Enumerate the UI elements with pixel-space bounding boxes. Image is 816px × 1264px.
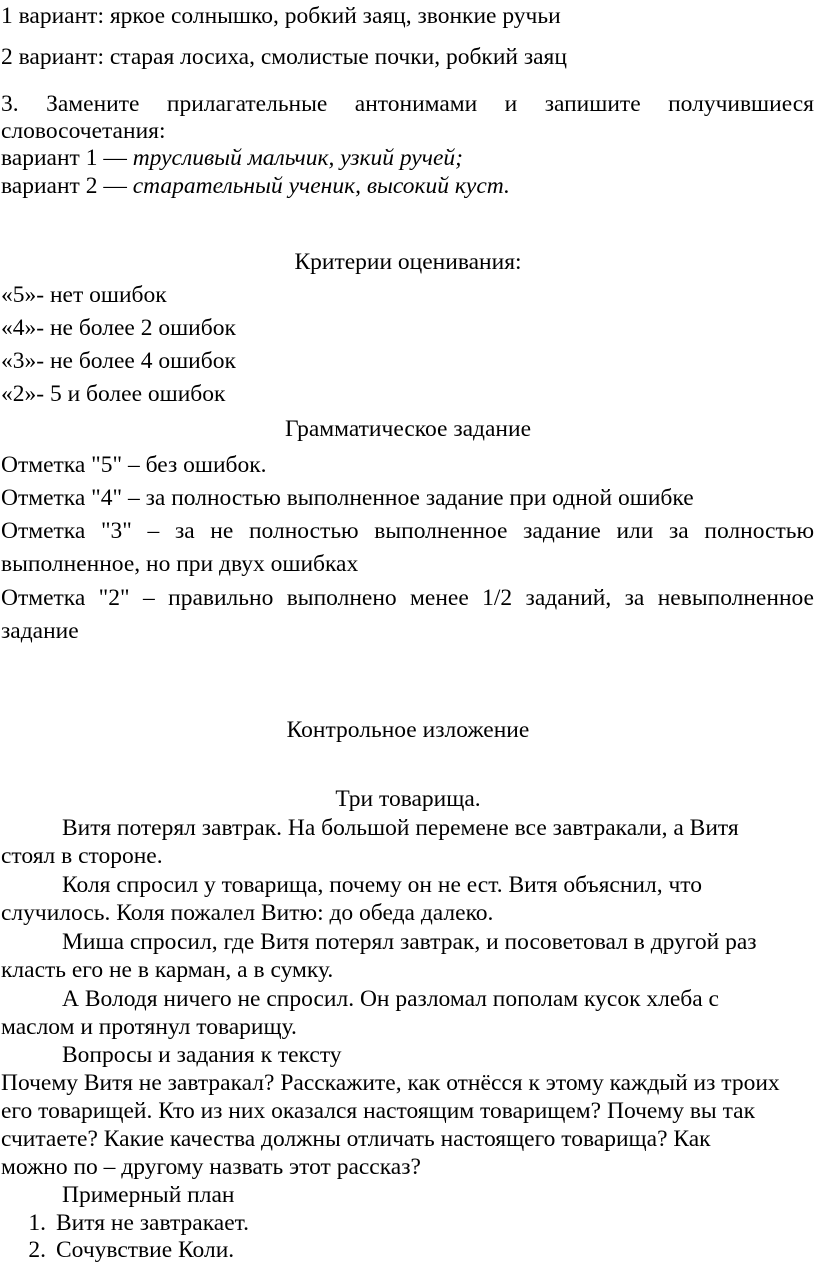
story-paragraph: Коля спросил у товарища, почему он не ест. Витя объяснил, что xyxy=(62,872,703,898)
story-paragraph-cont: случилось. Коля пожалел Витю: до обеда далеко. xyxy=(1,900,494,926)
exercise-3-variant-1 xyxy=(1,144,814,172)
grammar-mark-2: Отметка "2" – правильно выполнено менее 1/2 заданий, за невыполненное xyxy=(1,585,814,611)
criteria-item: «5»- нет ошибок xyxy=(1,282,167,308)
variant-answer: старательный ученик, высокий куст. xyxy=(132,173,510,199)
plan-title: Примерный план xyxy=(62,1182,235,1208)
story-paragraph: Миша спросил, где Витя потерял завтрак, и посоветовал в другой раз xyxy=(62,929,757,955)
variant-label: вариант 2 — xyxy=(1,173,133,199)
criteria-item: «3»- не более 4 ошибок xyxy=(1,348,236,374)
grammar-mark-2-cont: задание xyxy=(1,618,79,644)
grammar-title: Грамматическое задание xyxy=(284,416,532,442)
exercise-3-instruction-cont: словосочетания: xyxy=(1,118,166,144)
criteria-item: «4»- не более 2 ошибок xyxy=(1,315,236,341)
dictation-heading: Контрольное изложение xyxy=(286,717,530,743)
exercise-variant-1: 1 вариант: яркое солнышко, робкий заяц, звонкие ручьи xyxy=(1,3,561,29)
grammar-mark-4: Отметка "4" – за полностью выполненное задание при одной ошибке xyxy=(1,485,694,511)
plan-item xyxy=(10,1209,814,1237)
criteria-title: Критерии оценивания: xyxy=(294,249,522,275)
exercise-variant-2: 2 вариант: старая лосиха, смолистые почки, робкий заяц xyxy=(1,44,567,70)
grammar-mark-3-cont: выполненное, но при двух ошибках xyxy=(1,551,359,577)
plan-item-number: 2. xyxy=(28,1237,46,1263)
story-paragraph-cont: класть его не в карман, а в сумку. xyxy=(1,957,334,983)
questions-text: можно по – другому назвать этот рассказ? xyxy=(1,1154,421,1180)
exercise-3-variant-2 xyxy=(1,172,814,200)
plan-item-text: Витя не завтракает. xyxy=(56,1210,250,1236)
story-title: Три товарища. xyxy=(335,786,481,812)
questions-text: считаете? Какие качества должны отличать настоящего товарища? Как xyxy=(1,1126,711,1152)
story-paragraph-cont: стоял в стороне. xyxy=(1,843,163,869)
variant-answer: трусливый мальчик, узкий ручей; xyxy=(132,145,463,171)
story-paragraph: Витя потерял завтрак. На большой перемене все завтракали, а Витя xyxy=(62,815,739,841)
questions-text: его товарищей. Кто из них оказался настоящим товарищем? Почему вы так xyxy=(1,1098,755,1124)
grammar-mark-3: Отметка "3" – за не полностью выполненное задание или за полностью xyxy=(1,518,814,544)
story-paragraph-cont: маслом и протянул товарищу. xyxy=(1,1014,297,1040)
plan-item-text: Сочувствие Коли. xyxy=(56,1237,235,1263)
questions-title: Вопросы и задания к тексту xyxy=(62,1042,342,1068)
criteria-item: «2»- 5 и более ошибок xyxy=(1,381,226,407)
exercise-3-instruction: 3. Замените прилагательные антонимами и запишите получившиеся xyxy=(1,91,814,117)
questions-text: Почему Витя не завтракал? Расскажите, как отнёсся к этому каждый из троих xyxy=(1,1070,780,1096)
plan-item-number: 1. xyxy=(28,1210,46,1236)
plan-item xyxy=(10,1236,814,1264)
variant-label: вариант 1 — xyxy=(1,145,133,171)
grammar-mark-5: Отметка "5" – без ошибок. xyxy=(1,452,267,478)
story-paragraph: А Володя ничего не спросил. Он разломал пополам кусок хлеба с xyxy=(62,986,719,1012)
